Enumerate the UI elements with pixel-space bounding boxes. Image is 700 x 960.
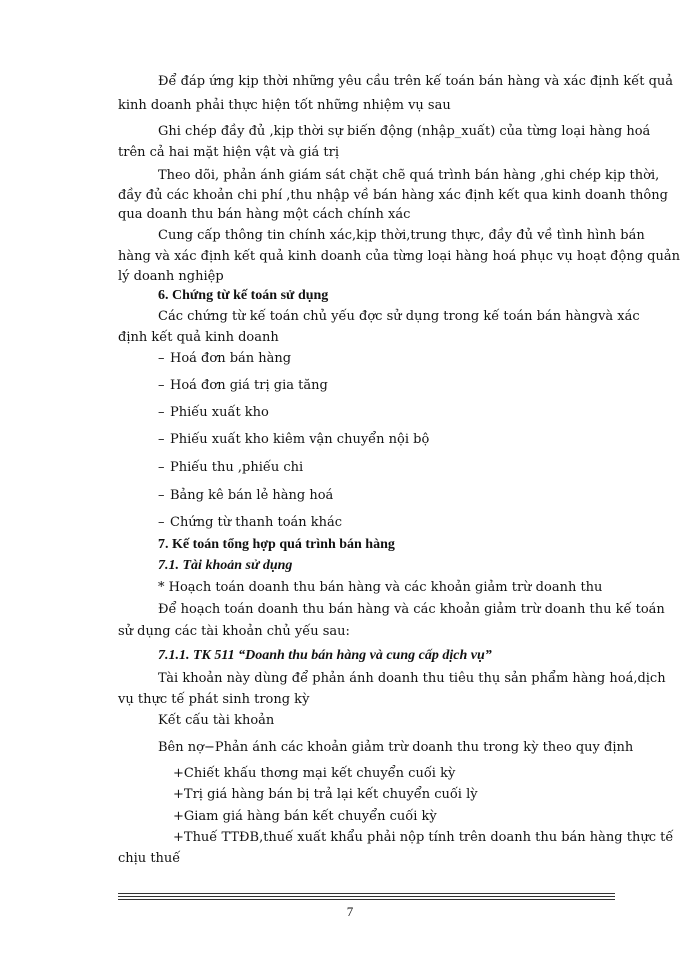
list-item: +Thuế TTĐB,thuế xuất khẩu phải nộp tính trên doanh thu bán hàng thực tế bbox=[173, 830, 674, 845]
footer-rule bbox=[118, 893, 615, 894]
dash-bullet: – bbox=[158, 405, 165, 420]
page-number: 7 bbox=[346, 904, 354, 919]
list-item: – Bảng kê bán lẻ hàng hoá bbox=[158, 488, 334, 503]
paragraph-line: Để đáp ứng kịp thời những yêu cầu trên kế toán bán hàng và xác định kết quả bbox=[158, 74, 674, 89]
paragraph-line: định kết quả kinh doanh bbox=[118, 330, 279, 345]
subsection-heading: 7.1. Tài khoản sử dụng bbox=[158, 558, 293, 573]
paragraph-line: Bên nợ−Phản ánh các khoản giảm trừ doanh thu trong kỳ theo quy định bbox=[158, 740, 634, 755]
paragraph-line: * Hoạch toán doanh thu bán hàng và các khoản giảm trừ doanh thu bbox=[158, 580, 603, 595]
paragraph-line: Cung cấp thông tin chính xác,kịp thời,trung thực, đầy đủ về tình hình bán bbox=[158, 228, 645, 243]
paragraph-line: Theo dõi, phản ánh giám sát chặt chẽ quá trình bán hàng ,ghi chép kịp thời, bbox=[158, 168, 660, 183]
paragraph-line: sử dụng các tài khoản chủ yếu sau: bbox=[118, 624, 350, 639]
list-item: – Hoá đơn bán hàng bbox=[158, 351, 292, 366]
section-7-heading: 7. Kế toán tổng hợp quá trình bán hàng bbox=[158, 537, 395, 552]
paragraph-line: qua doanh thu bán hàng một cách chính xác bbox=[118, 207, 411, 222]
paragraph-line: kinh doanh phải thực hiện tốt những nhiệm vụ sau bbox=[118, 98, 451, 113]
paragraph-line: Ghi chép đầy đủ ,kịp thời sự biến động (nhập_xuất) của từng loại hàng hoá bbox=[158, 124, 651, 139]
paragraph-line: Kết cấu tài khoản bbox=[158, 713, 275, 728]
paragraph-line: Tài khoản này dùng để phản ánh doanh thu tiêu thụ sản phẩm hàng hoá,dịch bbox=[158, 671, 666, 686]
list-item: +Chiết khấu thơng mại kết chuyển cuối kỳ bbox=[173, 766, 456, 781]
list-item: – Phiếu thu ,phiếu chi bbox=[158, 460, 304, 475]
list-item: +Trị giá hàng bán bị trả lại kết chuyển cuối lỳ bbox=[173, 787, 478, 802]
dash-bullet: – bbox=[158, 378, 165, 393]
paragraph-line: lý doanh nghiệp bbox=[118, 269, 224, 284]
list-item: +Giam giá hàng bán kết chuyển cuối kỳ bbox=[173, 809, 437, 824]
section-6-heading: 6. Chứng từ kế toán sử dụng bbox=[158, 288, 329, 303]
list-item: – Hoá đơn giá trị gia tăng bbox=[158, 378, 328, 393]
dash-bullet: – bbox=[158, 351, 165, 366]
footer-rule bbox=[118, 896, 615, 897]
paragraph-line: đầy đủ các khoản chi phí ,thu nhập về bán hàng xác định kết qua kinh doanh thông bbox=[118, 188, 668, 203]
paragraph-line: chịu thuế bbox=[118, 851, 181, 866]
paragraph-line: trên cả hai mặt hiện vật và giá trị bbox=[118, 145, 340, 160]
paragraph-line: hàng và xác định kết quả kinh doanh của từng loại hàng hoá phục vụ hoạt động quản bbox=[118, 249, 680, 264]
footer-rule bbox=[118, 899, 615, 900]
dash-bullet: – bbox=[158, 488, 165, 503]
paragraph-line: vụ thực tế phát sinh trong kỳ bbox=[118, 692, 310, 707]
paragraph-line: Để hoạch toán doanh thu bán hàng và các khoản giảm trừ doanh thu kế toán bbox=[158, 602, 665, 617]
list-item: – Phiếu xuất kho kiêm vận chuyển nội bộ bbox=[158, 432, 430, 447]
dash-bullet: – bbox=[158, 432, 165, 447]
list-item: – Chứng từ thanh toán khác bbox=[158, 515, 343, 530]
dash-bullet: – bbox=[158, 515, 165, 530]
list-item: – Phiếu xuất kho bbox=[158, 405, 269, 420]
paragraph-line: Các chứng từ kế toán chủ yếu đợc sử dụng trong kế toán bán hàngvà xác bbox=[158, 309, 640, 324]
dash-bullet: – bbox=[158, 460, 165, 475]
subsection-heading: 7.1.1. TK 511 “Doanh thu bán hàng và cung cấp dịch vụ” bbox=[158, 648, 492, 663]
